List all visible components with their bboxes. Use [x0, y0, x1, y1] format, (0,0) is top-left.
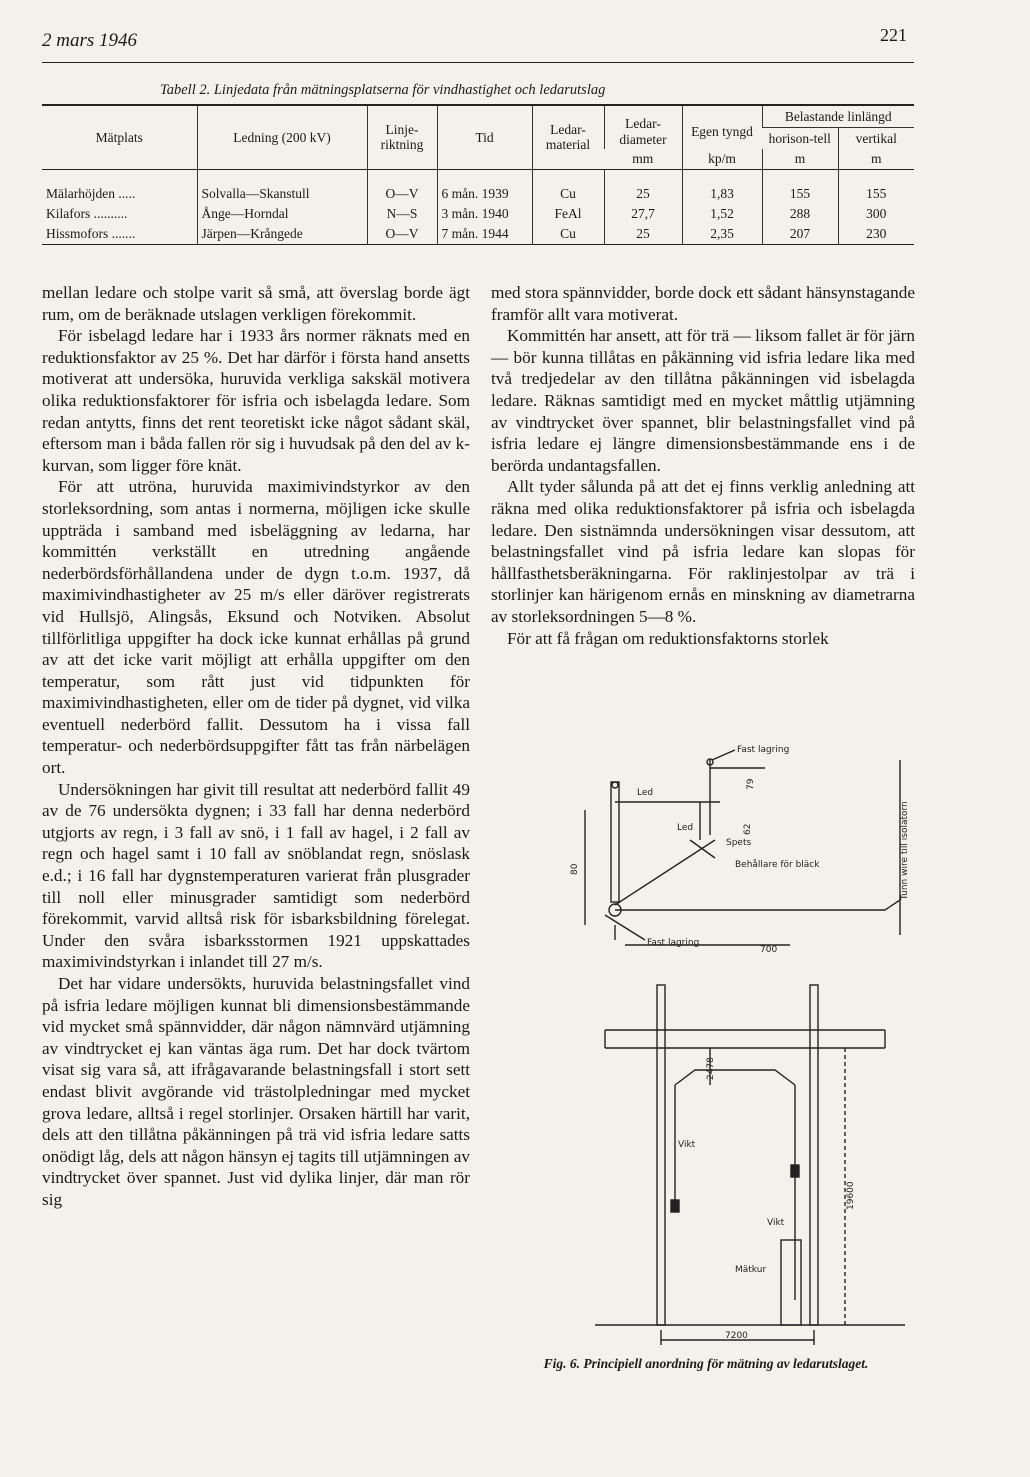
cell-ledning: Ånge—Horndal	[197, 204, 367, 224]
cell-plats: Hissmofors .......	[46, 225, 136, 241]
th-diameter: Ledar-diameter	[604, 105, 682, 149]
th-diameter-unit: mm	[632, 151, 654, 167]
cell-horisontell: 288	[762, 204, 838, 224]
paragraph: Allt tyder sålunda på att det ej finns verklig anledning att räkna med olika reduktionsfaktorer på isfria och isbelagda ledare. Den sistnämnda undersökningen visar dessutom, att belastningsfallet vind på isfria ledare kan slopas för hållfasthetsberäkningarna. För raklinjestolpar av trä i storlinjer kan härigenom ernås en minskning av diametrarna av storleksordningen 5—8 %.	[491, 477, 915, 626]
cell-plats: Mälarhöjden .....	[46, 185, 136, 201]
cell-ledning: Järpen—Krångede	[197, 224, 367, 245]
label-fast-lagring-top: Fast lagring	[737, 745, 790, 755]
cell-diameter: 25	[604, 224, 682, 245]
cell-tyngd: 1,52	[682, 204, 762, 224]
cell-horisontell: 155	[762, 169, 838, 204]
measurement-diagram	[570, 740, 915, 1360]
label-dim-2478: 2478	[706, 1057, 716, 1080]
th-egen-unit: kp/m	[682, 149, 762, 169]
cell-riktning: O—V	[367, 169, 437, 204]
label-matkur: Mätkur	[735, 1265, 767, 1275]
left-text-column	[42, 282, 470, 1211]
cell-horisontell: 207	[762, 224, 838, 245]
paragraph: med stora spännvidder, borde dock ett sådant hänsynstagande framför allt vara motiverat.	[491, 283, 915, 324]
label-dim-80: 80	[570, 863, 580, 875]
page-number: 221	[880, 25, 907, 45]
cell-tid: 7 mån. 1944	[437, 224, 532, 245]
table-row	[42, 169, 914, 204]
label-led-2: Led	[677, 823, 694, 833]
cell-material: FeAl	[532, 204, 604, 224]
label-fast-lagring-bottom: Fast lagring	[647, 938, 700, 948]
th-belastande: Belastande linlängd	[762, 105, 914, 128]
label-tunn-wire: Tunn wire till isolatorn	[900, 801, 910, 900]
th-horisontell-unit: m	[762, 149, 838, 169]
th-vertikal: vertikal	[838, 128, 914, 149]
label-vikt-2: Vikt	[767, 1218, 785, 1228]
th-vertikal-unit: m	[838, 149, 914, 169]
cell-vertikal: 230	[838, 224, 914, 245]
line-data-table	[42, 104, 914, 245]
th-egen-tyngd: Egen tyngd	[682, 105, 762, 149]
cell-riktning: N—S	[367, 204, 437, 224]
label-dim-19600: 19600	[846, 1181, 856, 1210]
label-vikt-1: Vikt	[678, 1140, 696, 1150]
cell-tid: 3 mån. 1940	[437, 204, 532, 224]
label-led-1: Led	[637, 788, 654, 798]
th-horisontell: horison-tell	[768, 130, 831, 146]
cell-tyngd: 1,83	[682, 169, 762, 204]
cell-tyngd: 2,35	[682, 224, 762, 245]
th-material: Ledar-material	[532, 105, 604, 169]
paragraph: För isbelagd ledare har i 1933 års normer räknats med en reduktionsfaktor av 25 %. Det har därför i första hand ansetts motiverat att undersöka, huruvida verkliga sakskäl motivera olika reduktionsfaktorer för isfria och isbelagda ledare. Som redan antytts, finns det rent teoretiskt icke något sådant skäl, eftersom man i båda fallen rör sig i huvudsak på den del av k-kurvan, som ligger före knät.	[42, 326, 470, 475]
table-caption: Tabell 2. Linjedata från mätningsplatserna för vindhastighet och ledarutslag	[160, 82, 606, 98]
paragraph: För att utröna, huruvida maximivindstyrkor av den storleksordning, som antas i normerna, möjligen icke skulle uppträda i samband med isbeläggning av ledarna, har kommittén verkställt en utredning angående nederbördsförhållandena under de dygn t.o.m. 1937, då maximivindhastigheter av 25 m/s eller däröver registrerats vid Hullsjö, Alingsås, Eksund och Notviken. Absolut tillförlitliga uppgifter ha dock icke kunnat erhållas på grund av att det icke varit möjligt att erhålla uppgifter om den temperatur, som rått just vid tidpunkten för maximivindhastigheten, eller om de tider på dygnet, vid vilka eventuell nederbörd fallit. Dessutom ha i vissa fall temperatur- och nederbördsuppgifter fått tas från närbelägen ort.	[42, 477, 470, 778]
cell-plats: Kilafors ..........	[46, 205, 128, 221]
header-rule	[42, 62, 914, 63]
figure-caption: Fig. 6. Principiell anordning för mätning av ledarutslaget.	[543, 1356, 869, 1371]
cell-material: Cu	[532, 169, 604, 204]
paragraph: mellan ledare och stolpe varit så små, att överslag borde ägt rum, om de beräknade utslagen verkligen förekommit.	[42, 283, 470, 324]
label-dim-62: 62	[743, 823, 753, 835]
cell-vertikal: 300	[838, 204, 914, 224]
label-behallare: Behållare för bläck	[735, 860, 820, 870]
cell-tid: 6 mån. 1939	[437, 169, 532, 204]
table-row	[42, 224, 914, 245]
label-dim-79: 79	[746, 778, 756, 790]
cell-diameter: 27,7	[604, 204, 682, 224]
label-dim-7200: 7200	[725, 1331, 748, 1341]
th-tid: Tid	[437, 105, 532, 169]
paragraph: Kommittén har ansett, att för trä — liksom fallet är för järn — bör kunna tillåtas en påkänning vid isfria ledare lika med två tredjedelar av den tillåtna påkänningen vid isbelagda ledare. Räknas samtidigt med en mycket måttlig utjämning av vindtrycket över spannet, blir belastningsfallet vind på isfria ledare ej längre dimensionsbestämmande ens i de berörda undantagsfallen.	[491, 326, 915, 475]
paragraph: Undersökningen har givit till resultat att nederbörd fallit 49 av de 76 undersökta dygnen; i 33 fall har denna nederbörd utgjorts av regn, i 3 fall av snö, i 1 fall av hagel, i 2 fall av regn och hagel samt i 10 fall av snöblandat regn, snöslask e.d.; i 16 fall har dygnstemperaturen varierat från plusgrader till noll eller minusgrader samtidigt som nederbörd förekommit, varvid alltså risk för isbarksbildning förelegat. Under den svåra isbarksstormen 1921 uppskattades maximivindstyrkan i inlandet till 27 m/s.	[42, 779, 470, 972]
paragraph: För att få frågan om reduktionsfaktorns storlek	[507, 628, 829, 648]
right-text-column	[491, 282, 915, 649]
paragraph: Det har vidare undersökts, huruvida belastningsfallet vind på isfria ledare möjligen kunnat bli dimensionsbestämmande vid mycket små spännvidder, där någon nämnvärd utjämning av vindtrycket ej kan väntas äga rum. Det har dock tvärtom visat sig vara så, att ifrågavarande belastningsfall i stort sett endast blivit avgörande vid trästolpledningar med mycket grova ledare, alltså i regel storlinjer. Orsaken härtill har varit, dels att den tillåtna påkänningen på trä vid isfria ledare satts onödigt låg, dels att någon hänsyn ej tagits till utjämningen av vindtrycket över spannet. Just vid dylika linjer, där man rör sig	[42, 974, 470, 1209]
cell-vertikal: 155	[838, 169, 914, 204]
cell-ledning: Solvalla—Skanstull	[197, 169, 367, 204]
cell-material: Cu	[532, 224, 604, 245]
label-spets: Spets	[726, 838, 752, 848]
th-riktning: Linje-riktning	[367, 105, 437, 169]
cell-diameter: 25	[604, 169, 682, 204]
label-dim-700: 700	[760, 945, 778, 955]
th-ledning: Ledning (200 kV)	[197, 105, 367, 169]
page-header-date: 2 mars 1946	[42, 30, 138, 51]
cell-riktning: O—V	[367, 224, 437, 245]
table-row	[42, 204, 914, 224]
th-matplats: Mätplats	[95, 129, 143, 145]
